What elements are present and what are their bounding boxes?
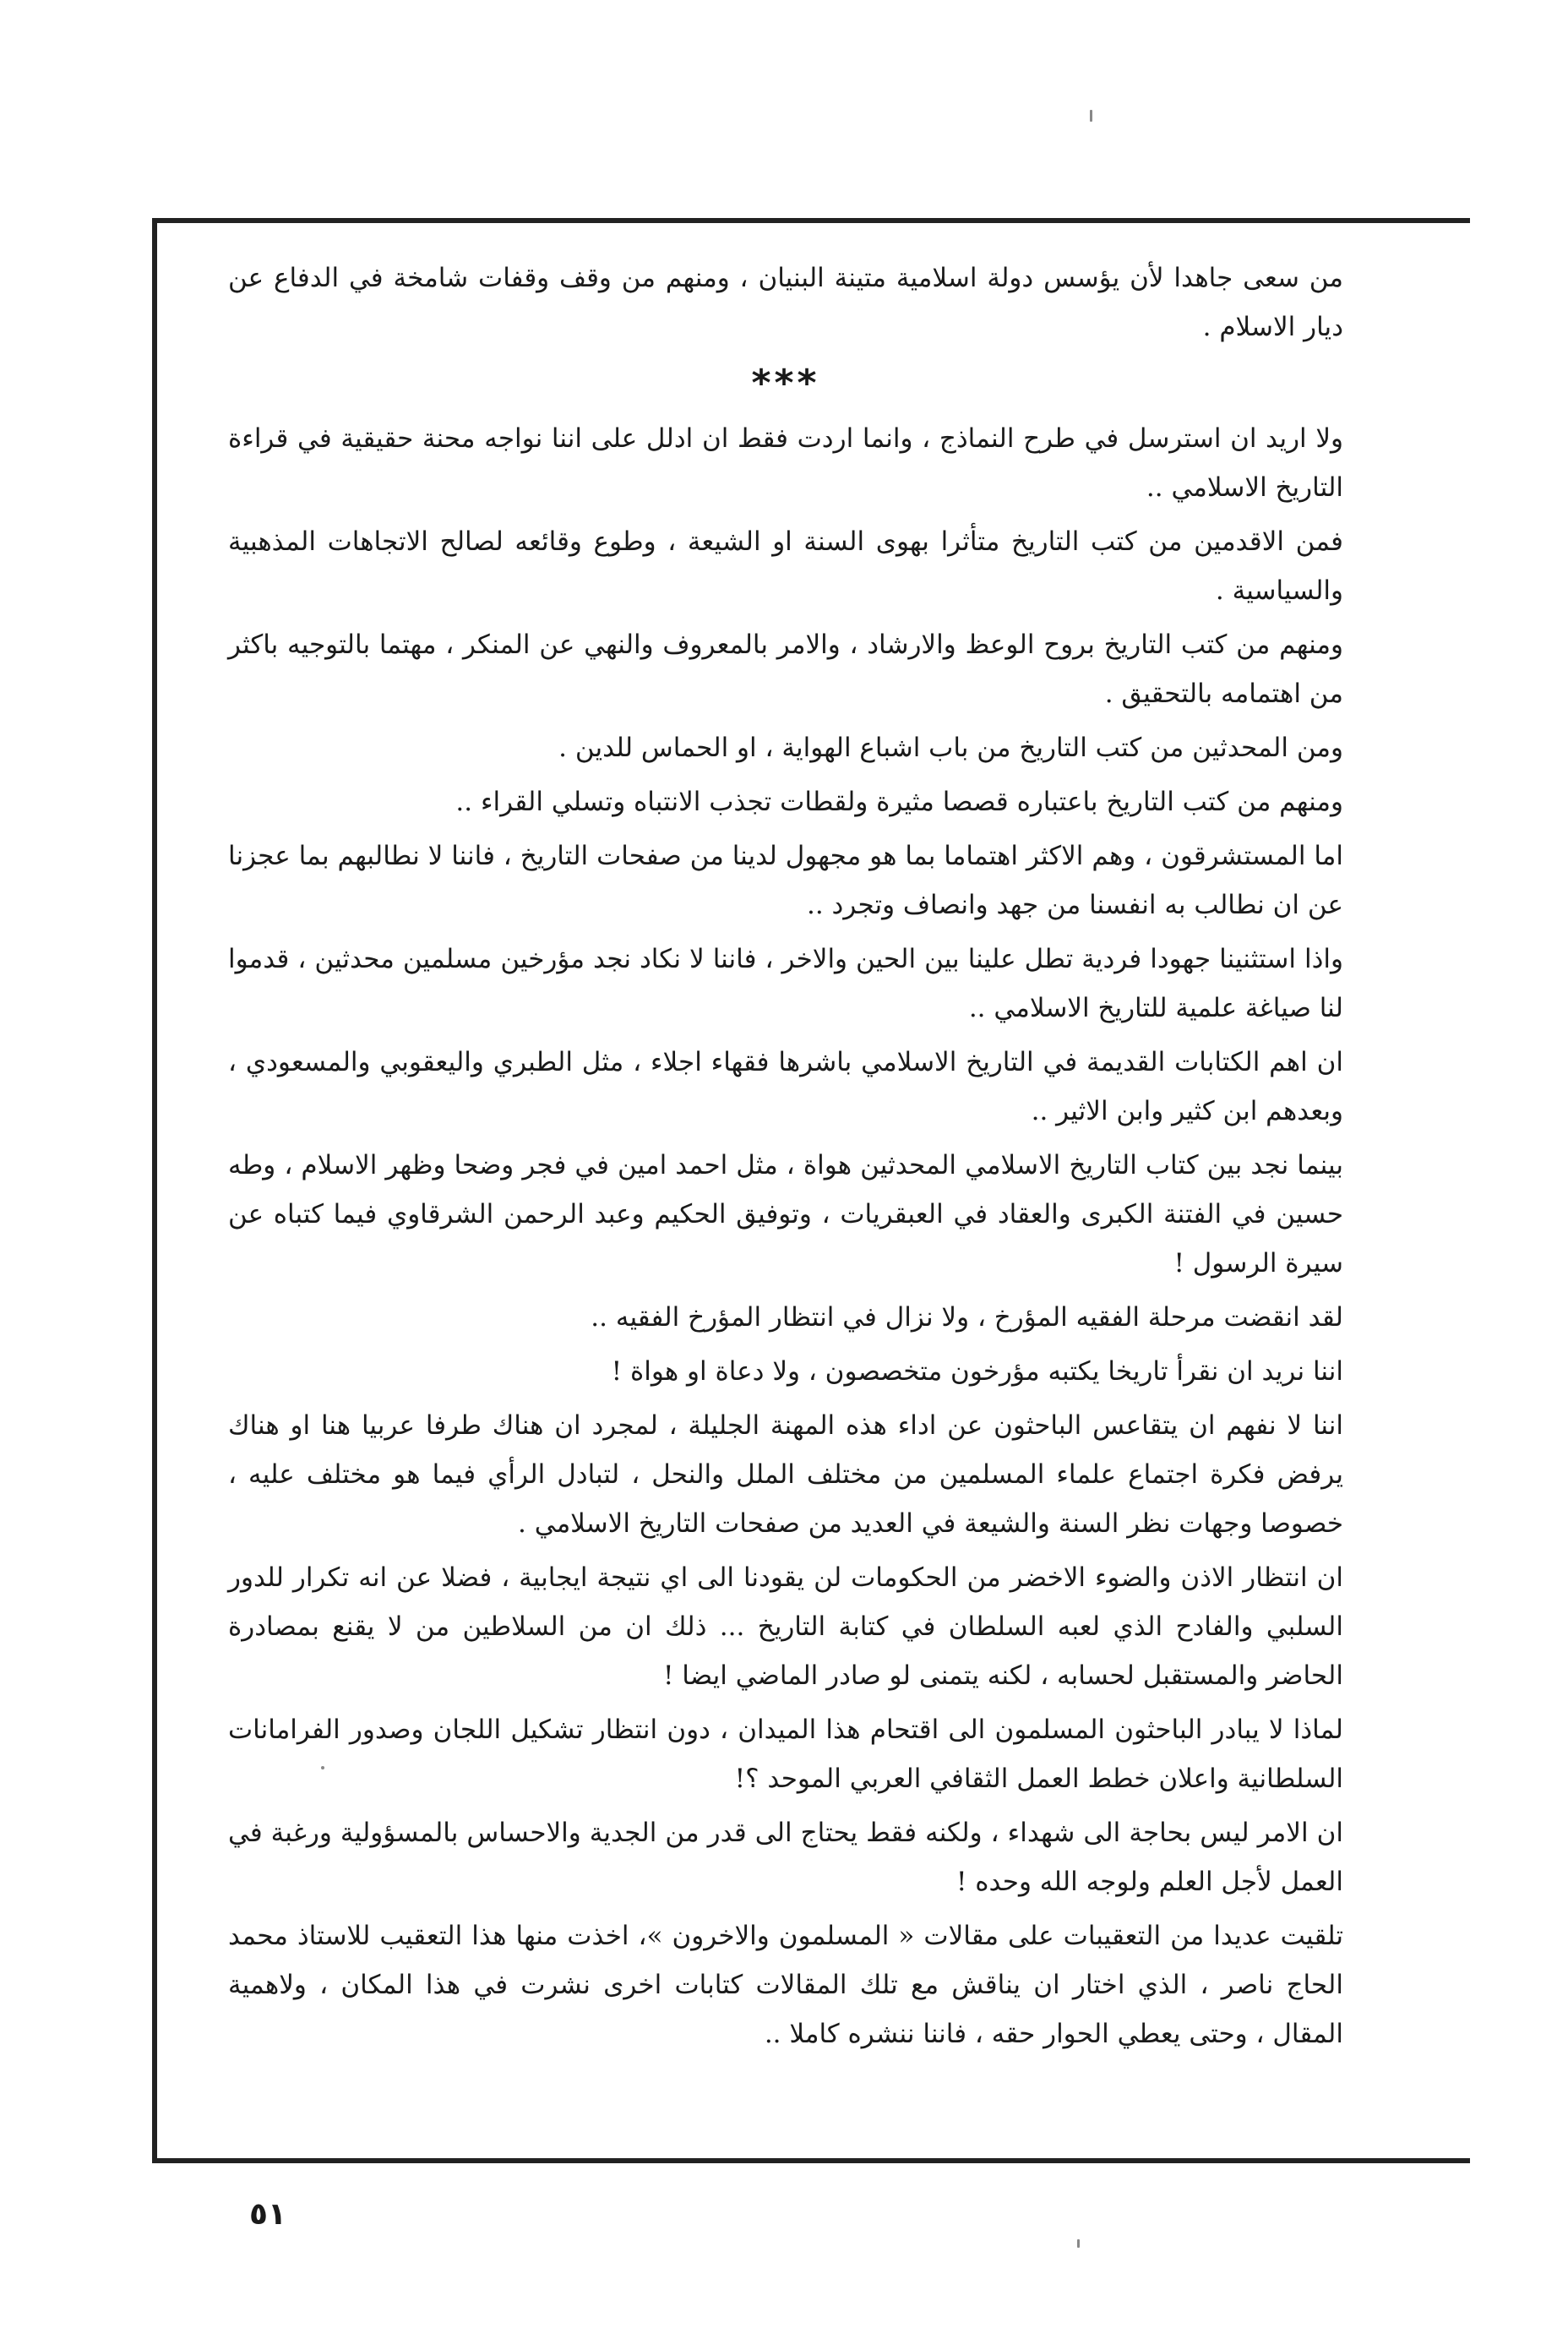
paragraph: لقد انقضت مرحلة الفقيه المؤرخ ، ولا نزال في انتظار المؤرخ الفقيه .. <box>591 1302 1343 1333</box>
article-body <box>228 254 1343 2064</box>
paragraph: ان اهم الكتابات القديمة في التاريخ الاسلامي باشرها فقهاء اجلاء ، مثل الطبري واليعقوبي والمسعودي ، وبعدهم ابن كثير وابن الاثير .. <box>228 1047 1343 1126</box>
paragraph: اننا نريد ان نقرأ تاريخا يكتبه مؤرخون متخصصون ، ولا دعاة او هواة ! <box>611 1356 1343 1387</box>
paragraph: فمن الاقدمين من كتب التاريخ متأثرا بهوى السنة او الشيعة ، وطوع وقائعه لصالح الاتجاهات المذهبية والسياسية . <box>228 526 1343 606</box>
paragraph: ومن المحدثين من كتب التاريخ من باب اشباع الهواية ، او الحماس للدين . <box>558 733 1343 763</box>
paper-speck <box>1077 2239 1080 2248</box>
paragraph: ومنهم من كتب التاريخ باعتباره قصصا مثيرة ولقطات تجذب الانتباه وتسلي القراء .. <box>455 787 1343 817</box>
paper-speck <box>321 1766 324 1769</box>
page-number: ٥١ <box>249 2197 286 2232</box>
paragraph: ولا اريد ان استرسل في طرح النماذج ، وانما اردت فقط ان ادلل على اننا نواجه محنة حقيقية في قراءة التاريخ الاسلامي .. <box>228 423 1343 503</box>
paragraph-intro: من سعى جاهدا لأن يؤسس دولة اسلامية متينة البنيان ، ومنهم من وقف وقفات شامخة في الدفاع عن ديار الاسلام . <box>228 263 1343 342</box>
paragraph: لماذا لا يبادر الباحثون المسلمون الى اقتحام هذا الميدان ، دون انتظار تشكيل اللجان وصدور الفرامانات السلطانية واعلان خطط العمل الثقافي العربي الموحد ؟! <box>228 1715 1343 1794</box>
paper-speck <box>1090 110 1092 122</box>
paragraph: تلقيت عديدا من التعقيبات على مقالات « المسلمون والاخرون »، اخذت منها هذا التعقيب للاستاذ محمد الحاج ناصر ، الذي اختار ان يناقش مع تلك المقالات كتابات اخرى نشرت في هذا المكان ، ولاهمية المقال ، وحتى يعطي الحوار حقه ، فاننا ننشره كاملا .. <box>228 1921 1343 2049</box>
section-ornament: *** <box>751 362 820 405</box>
paragraph: ان الامر ليس بحاجة الى شهداء ، ولكنه فقط يحتاج الى قدر من الجدية والاحساس بالمسؤولية ورغبة في العمل لأجل العلم ولوجه الله وحده ! <box>228 1818 1343 1897</box>
paragraph: اما المستشرقون ، وهم الاكثر اهتماما بما هو مجهول لدينا من صفحات التاريخ ، فاننا لا نطالبهم بما عجزنا عن ان نطالب به انفسنا من جهد وانصاف وتجرد .. <box>228 841 1343 920</box>
paragraph: بينما نجد بين كتاب التاريخ الاسلامي المحدثين هواة ، مثل احمد امين في فجر وضحا وظهر الاسلام ، وطه حسين في الفتنة الكبرى والعقاد في العبقريات ، وتوفيق الحكيم وعبد الرحمن الشرقاوي فيما كتباه عن سيرة الرسول ! <box>228 1150 1343 1279</box>
paragraph: ومنهم من كتب التاريخ بروح الوعظ والارشاد ، والامر بالمعروف والنهي عن المنكر ، مهتما بالتوجيه باكثر من اهتمامه بالتحقيق . <box>228 630 1343 709</box>
paragraph: اننا لا نفهم ان يتقاعس الباحثون عن اداء هذه المهنة الجليلة ، لمجرد ان هناك طرفا عربيا هنا او هناك يرفض فكرة اجتماع علماء المسلمين من مختلف الملل والنحل ، لتبادل الرأي فيما هو مختلف عليه ، خصوصا وجهات نظر السنة والشيعة في العديد من صفحات التاريخ الاسلامي . <box>228 1410 1343 1539</box>
paragraph: واذا استثنينا جهودا فردية تطل علينا بين الحين والاخر ، فاننا لا نكاد نجد مؤرخين مسلمين محدثين ، قدموا لنا صياغة علمية للتاريخ الاسلامي .. <box>228 944 1343 1023</box>
paragraph: ان انتظار الاذن والضوء الاخضر من الحكومات لن يقودنا الى اي نتيجة ايجابية ، فضلا عن انه تكرار للدور السلبي والفادح الذي لعبه السلطان في كتابة التاريخ ... ذلك ان من السلاطين من لا يقنع بمصادرة الحاضر والمستقبل لحسابه ، لكنه يتمنى لو صادر الماضي ايضا ! <box>228 1562 1343 1691</box>
